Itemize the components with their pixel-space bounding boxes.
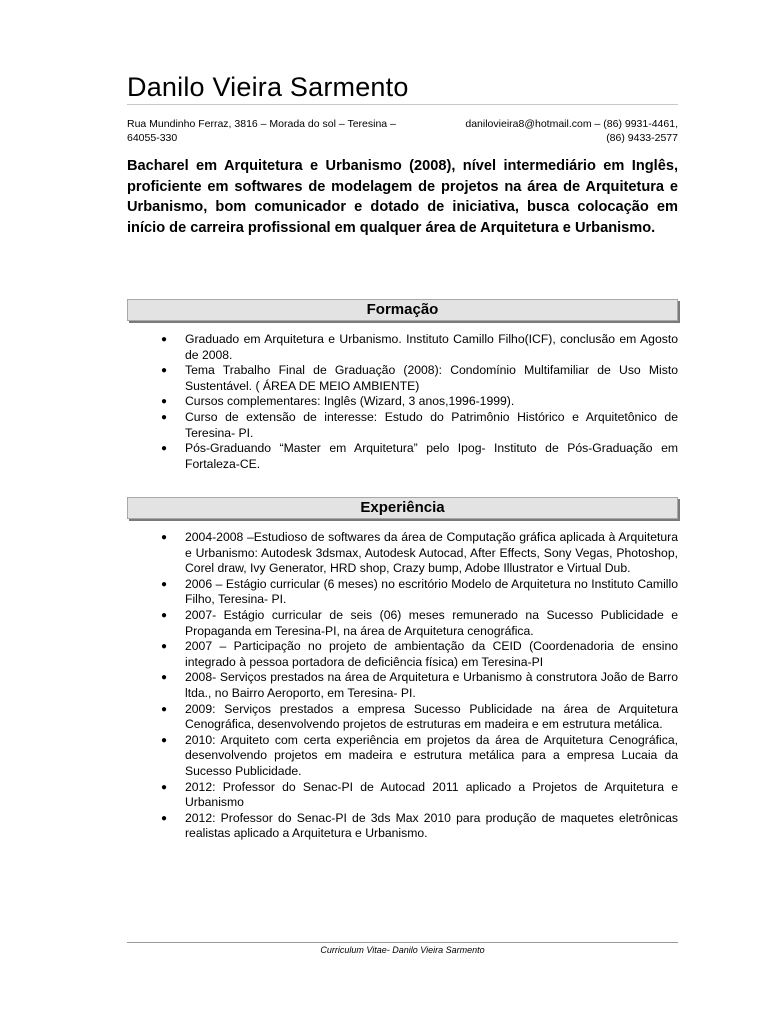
list-item: ● Tema Trabalho Final de Graduação (2008): Condomínio Multifamiliar de Uso Misto Sustentável. ( ÁREA DE MEIO AMBIENTE) bbox=[161, 363, 678, 393]
list-item: ● 2007- Estágio curricular de seis (06) meses remunerado na Sucesso Publicidade e Propaganda em Teresina-PI, na área de Arquitetura cenográfica. bbox=[161, 607, 678, 638]
list-item: ● Cursos complementares: Inglês (Wizard, 3 anos,1996-1999). bbox=[161, 394, 515, 409]
formacao-list bbox=[127, 332, 678, 472]
bullet-icon: ● bbox=[161, 532, 168, 543]
list-item: ● 2004-2008 –Estudioso de softwares da área de Computação gráfica aplicada à Arquitetura e Urbanismo: Autodesk 3dsmax, Autodesk Autocad, After Effects, Sony Vegas, Photoshop, Corel draw, Ivy Generator, HRD shop, Crazy bump, Adobe Illustrator e Virtual Dub. bbox=[161, 530, 678, 576]
professional-summary: Bacharel em Arquitetura e Urbanismo (2008), nível intermediário em Inglês, proficiente em softwares de modelagem de projetos na área de Arquitetura e Urbanismo, bom comunicador e dotado de iniciativa, busca colocação em início de carreira profissional em qualquer área de Arquitetura e Urbanismo. bbox=[127, 158, 678, 236]
bullet-icon: ● bbox=[161, 672, 168, 684]
address-line-1: Rua Mundinho Ferraz, 3816 – Morada do sol – Teresina – bbox=[127, 118, 396, 130]
bullet-icon: ● bbox=[161, 365, 168, 377]
section-formacao-header: Formação bbox=[127, 299, 678, 321]
phone-2: (86) 9433-2577 bbox=[606, 132, 678, 144]
section-experiencia-header: Experiência bbox=[127, 497, 678, 519]
experiencia-list bbox=[127, 530, 678, 842]
bullet-icon: ● bbox=[161, 396, 168, 408]
address-line-2: 64055-330 bbox=[127, 132, 178, 144]
bullet-icon: ● bbox=[161, 334, 168, 345]
bullet-icon: ● bbox=[161, 443, 168, 455]
contact-row-1 bbox=[127, 117, 678, 131]
bullet-icon: ● bbox=[161, 812, 168, 824]
name-divider bbox=[127, 104, 678, 105]
list-item: ● 2012: Professor do Senac-PI de 3ds Max 2010 para produção de maquetes eletrônicas realistas aplicado a Arquitetura e Urbanismo. bbox=[161, 810, 678, 841]
candidate-name: Danilo Vieira Sarmento bbox=[127, 72, 409, 102]
bullet-icon: ● bbox=[161, 781, 168, 793]
list-item: ● Pós-Graduando “Master em Arquitetura” pelo Ipog- Instituto de Pós-Graduação em Fortaleza-CE. bbox=[161, 441, 678, 471]
bullet-icon: ● bbox=[161, 578, 168, 590]
contact-block bbox=[127, 117, 678, 145]
list-item: ● 2006 – Estágio curricular (6 meses) no escritório Modelo de Arquitetura no Instituto Camillo Filho, Teresina- PI. bbox=[161, 576, 678, 607]
bullet-icon: ● bbox=[161, 411, 168, 423]
bullet-icon: ● bbox=[161, 734, 168, 746]
list-item: ● Curso de extensão de interesse: Estudo do Patrimônio Histórico e Arquitetônico de Teresina- PI. bbox=[161, 409, 678, 440]
resume-page bbox=[127, 0, 678, 1024]
page-footer: Curriculum Vitae- Danilo Vieira Sarmento bbox=[320, 945, 485, 955]
list-item: ● 2009: Serviços prestados a empresa Sucesso Publicidade na área de Arquitetura Cenográfica, desenvolvendo projetos de estruturas em madeira e em estrutura metálica. bbox=[161, 701, 678, 732]
list-item: ● 2010: Arquiteto com certa experiência em projetos da área de Arquitetura Cenográfica, desenvolvendo projetos em madeira e estrutura metálica para a empresa Lucaia da Sucesso Publicidade. bbox=[161, 732, 678, 778]
list-item: ● 2007 – Participação no projeto de ambientação da CEID (Coordenadoria de ensino integrado à pessoa portadora de deficiência física) em Teresina-PI bbox=[161, 639, 678, 669]
bullet-icon: ● bbox=[161, 641, 168, 653]
bullet-icon: ● bbox=[161, 609, 168, 621]
footer-divider bbox=[127, 942, 678, 943]
list-item: ● 2012: Professor do Senac-PI de Autocad 2011 aplicado a Projetos de Arquitetura e Urbanismo bbox=[161, 779, 678, 810]
contact-row-2 bbox=[127, 131, 678, 145]
list-item: ● 2008- Serviços prestados na área de Arquitetura e Urbanismo à construtora João de Barro ltda., no Bairro Aeroporto, em Teresina- PI. bbox=[161, 670, 678, 700]
bullet-icon: ● bbox=[161, 703, 168, 715]
email-phone: danilovieira8@hotmail.com – (86) 9931-4461, bbox=[465, 118, 678, 130]
list-item: ● Graduado em Arquitetura e Urbanismo. Instituto Camillo Filho(ICF), conclusão em Agosto de 2008. bbox=[161, 332, 678, 362]
